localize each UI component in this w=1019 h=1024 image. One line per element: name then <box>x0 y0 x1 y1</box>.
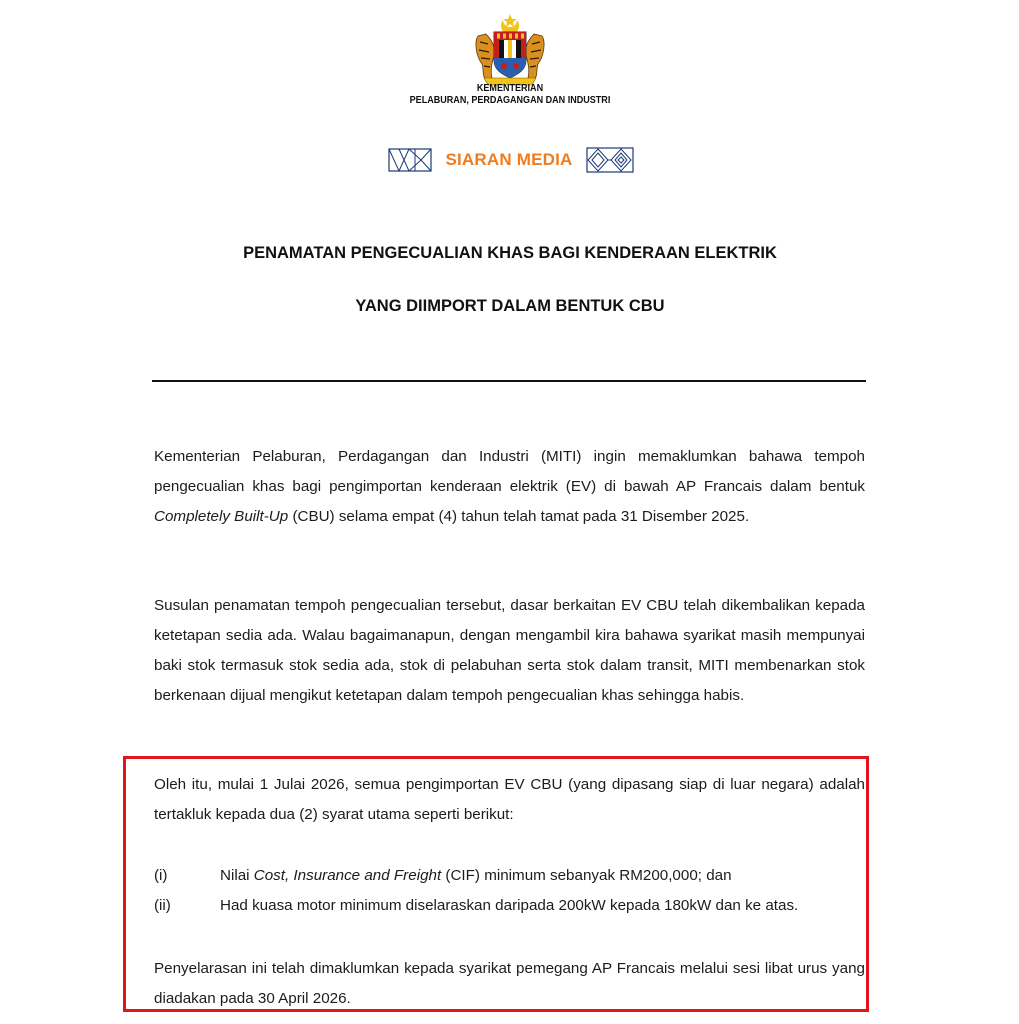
malaysia-coat-of-arms-icon <box>470 12 550 88</box>
geometric-pattern-icon <box>586 147 634 173</box>
media-release-banner <box>388 147 634 173</box>
media-release-label: SIARAN MEDIA <box>445 150 573 169</box>
paragraph-3: Oleh itu, mulai 1 Julai 2026, semua pengimportan EV CBU (yang dipasang siap di luar negara) adalah tertakluk kepada dua (2) syarat utama seperti berikut: <box>154 776 865 823</box>
paragraph-2: Susulan penamatan tempoh pengecualian tersebut, dasar berkaitan EV CBU telah dikembalikan kepada ketetapan sedia ada. Walau bagaimanapun, dengan mengambil kira bahawa syarikat masih mempunyai baki stok termasuk stok sedia ada, stok di pelabuhan serta stok dalam transit, MITI membenarkan stok berkenaan dijual mengikut ketetapan dalam tempoh pengecualian khas sehingga habis. <box>154 597 865 704</box>
ministry-name-line2: PELABURAN, PERDAGANGAN DAN INDUSTRI <box>409 94 611 106</box>
list-item <box>154 891 865 921</box>
conditions-list <box>154 861 865 921</box>
paragraph-1-text-end: (CBU) selama empat (4) tahun telah tamat pada 31 Disember 2025. <box>288 508 750 525</box>
paragraph-1-italic-term: Completely Built-Up <box>154 508 289 525</box>
ministry-name-line1: KEMENTERIAN <box>476 82 544 94</box>
list-item-number: (i) <box>154 867 168 884</box>
list-item-text <box>220 861 732 891</box>
page-title-line2: YANG DIIMPORT DALAM BENTUK CBU <box>355 297 665 315</box>
list-item-text: Had kuasa motor minimum diselaraskan daripada 200kW kepada 180kW dan ke atas. <box>220 897 799 914</box>
list-item-italic-term: Cost, Insurance and Freight <box>253 867 442 884</box>
list-item-text-start: Nilai <box>220 867 254 884</box>
paragraph-1-text: Kementerian Pelaburan, Perdagangan dan Industri (MITI) ingin memaklumkan bahawa tempoh pengecualian khas bagi pengimportan kenderaan elektrik (EV) di bawah AP Francais dalam bentuk <box>154 448 865 495</box>
paragraph-1 <box>154 442 865 532</box>
list-item <box>154 861 865 891</box>
title-divider <box>152 380 866 382</box>
list-item-number: (ii) <box>154 897 171 914</box>
paragraph-4: Penyelarasan ini telah dimaklumkan kepada syarikat pemegang AP Francais melalui sesi libat urus yang diadakan pada 30 April 2026. <box>154 960 865 1007</box>
page-title-line1: PENAMATAN PENGECUALIAN KHAS BAGI KENDERAAN ELEKTRIK <box>243 244 777 262</box>
geometric-pattern-icon <box>388 148 432 172</box>
list-item-text-end: (CIF) minimum sebanyak RM200,000; dan <box>441 867 732 884</box>
